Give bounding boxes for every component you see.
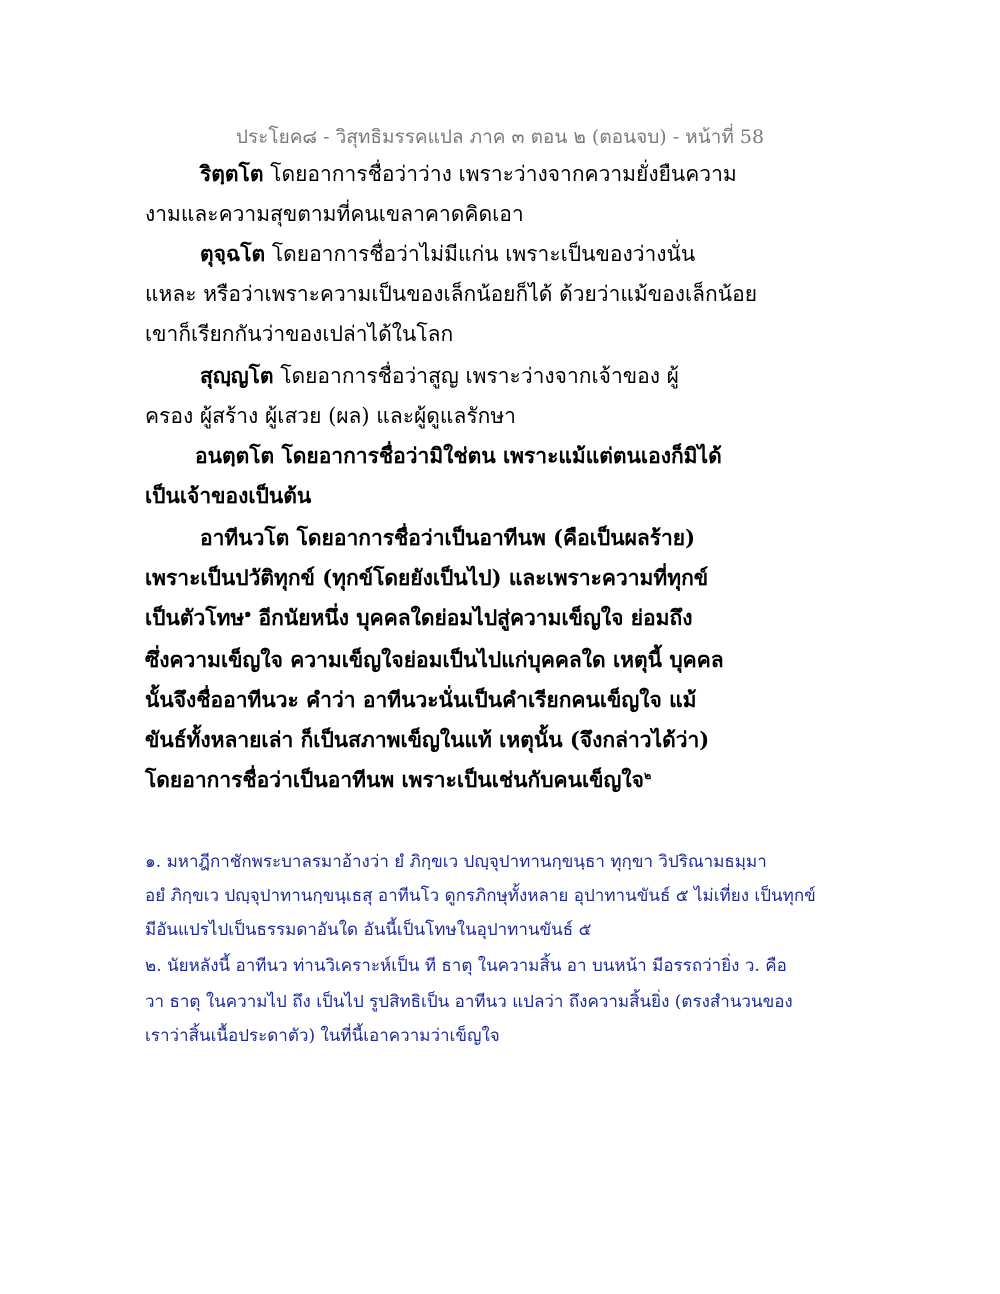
para-5-line-7	[145, 766, 651, 794]
para-2-line-1-text: โดยอาการชื่อว่าไม่มีแก่น เพราะเป็นของว่างนั่น	[265, 242, 696, 266]
para-5-line-2: เพราะเป็นปวัติทุกข์ (ทุกข์โดยยังเป็นไป) และเพราะความที่ทุกข์	[145, 565, 709, 590]
para-5-line-7-text: โดยอาการชื่อว่าเป็นอาทีนพ เพราะเป็นเช่นกับคนเข็ญใจ	[145, 767, 644, 792]
footnote-2-line-3: เราว่าสิ้นเนื้อประดาตัว) ในที่นี้เอาความว่าเข็ญใจ	[145, 1026, 500, 1046]
footnote-ref-1[interactable]: ๑	[244, 607, 252, 620]
para-4-line-2: เป็นเจ้าของเป็นต้น	[145, 483, 312, 508]
para-5-line-4: ซึ่งความเข็ญใจ ความเข็ญใจย่อมเป็นไปแก่บุคคลใด เหตุนี้ บุคคล	[145, 647, 724, 672]
footnote-2-line-2: วา ธาตุ ในความไป ถึง เป็นไป รูปสิทธิเป็น อาทีนว แปลว่า ถึงความสิ้นยิ่ง (ตรงสำนวนของ	[145, 992, 793, 1012]
term-sunnato: สุญฺญโต	[200, 363, 274, 388]
para-2-line-3: เขาก็เรียกกันว่าของเปล่าได้ในโลก	[145, 322, 454, 346]
running-header: ประโยค๘ - วิสุทธิมรรคแปล ภาค ๓ ตอน ๒ (ตอนจบ) - หน้าที่ 58	[235, 126, 765, 148]
footnote-ref-2[interactable]: ๒	[643, 769, 652, 782]
para-5-line-6: ขันธ์ทั้งหลายเล่า ก็เป็นสภาพเข็ญในแท้ เหตุนั้น (จึงกล่าวได้ว่า)	[145, 727, 710, 752]
para-1-line-2: งามและความสุขตามที่คนเขลาคาดคิดเอา	[145, 202, 524, 226]
para-1-line-1	[200, 160, 737, 188]
para-5-line-1: อาทีนวโต โดยอาการชื่อว่าเป็นอาทีนพ (คือเป็นผลร้าย)	[200, 525, 696, 550]
para-2-line-2: แหละ หรือว่าเพราะความเป็นของเล็กน้อยก็ได้ ด้วยว่าแม้ของเล็กน้อย	[145, 282, 758, 306]
para-5-line-3	[145, 604, 692, 632]
para-3-line-1-text: โดยอาการชื่อว่าสูญ เพราะว่างจากเจ้าของ ผู้	[273, 364, 679, 388]
para-5-line-3-rest: อีกนัยหนึ่ง บุคคลใดย่อมไปสู่ความเข็ญใจ ย่อมถึง	[251, 605, 693, 630]
footnote-2-line-1: ๒. นัยหลังนี้ อาทีนว ท่านวิเคราะห์เป็น ที ธาตุ ในความสิ้น อา บนหน้า มีอรรถว่ายิ่ง ว. คือ	[145, 956, 787, 976]
para-3-line-1	[200, 362, 679, 390]
term-tucchato: ตุจฺฉโต	[200, 241, 266, 266]
para-3-line-2: ครอง ผู้สร้าง ผู้เสวย (ผล) และผู้ดูแลรักษา	[145, 404, 516, 428]
para-2-line-1	[200, 240, 695, 268]
footnote-1-line-1: ๑. มหาฎีกาชักพระบาลรมาอ้างว่า ยํ ภิกฺขเว ปญฺจุปาทานกฺขนฺธา ทุกฺขา วิปริณามธมฺมา	[145, 852, 767, 872]
footnote-1-line-2: อยํ ภิกฺขเว ปญฺจุปาทานกฺขนฺเธสุ อาทีนโว ดูกรภิกษุทั้งหลาย อุปาทานขันธ์ ๕ ไม่เที่ยง เป็นทุกข์	[145, 886, 816, 906]
para-4-line-1: อนตฺตโต โดยอาการชื่อว่ามิใช่ตน เพราะแม้แต่ตนเองก็มิได้	[195, 443, 722, 468]
footnote-1-line-3: มีอันแปรไปเป็นธรรมดาอันใด อันนี้เป็นโทษในอุปาทานขันธ์ ๕	[145, 920, 592, 940]
para-5-line-3-text: เป็นตัวโทษ	[145, 605, 245, 630]
para-5-line-5: นั้นจึงชื่ออาทีนวะ คำว่า อาทีนวะนั่นเป็นคำเรียกคนเข็ญใจ แม้	[145, 687, 697, 712]
para-1-line-1-text: โดยอาการชื่อว่าว่าง เพราะว่างจากความยั่งยืนความ	[263, 162, 737, 186]
term-rittato: ริตฺตโต	[200, 161, 264, 186]
